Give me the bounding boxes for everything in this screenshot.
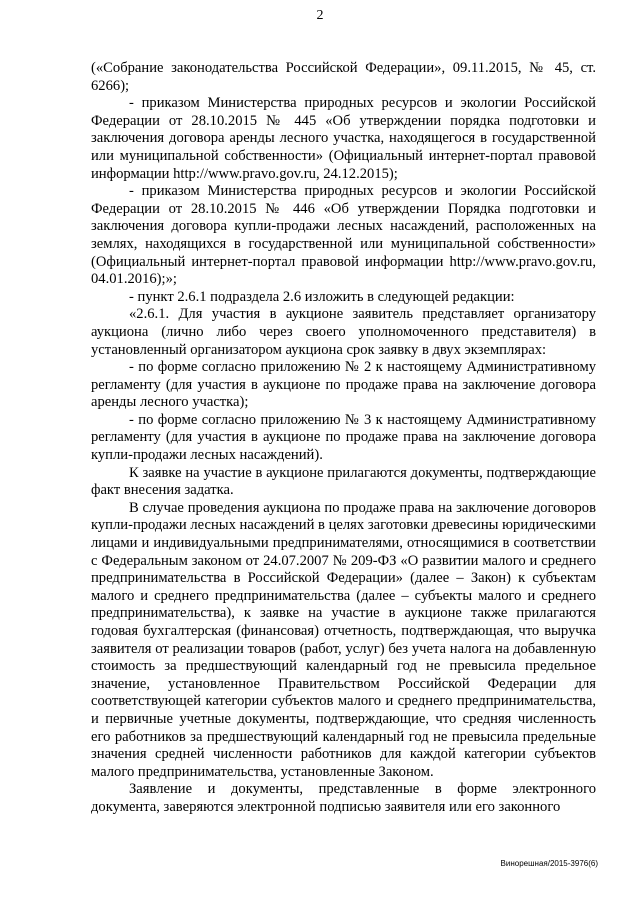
paragraph-5: «2.6.1. Для участия в аукционе заявитель представляет организатору аукциона (лично либо через своего уполномоченного представителя) в установленный организатором аукциона срок заявку в двух экземплярах: (91, 306, 596, 358)
paragraph-2: - приказом Министерства природных ресурсов и экологии Российской Федерации от 28.10.2015 № 445 «Об утверждении порядка подготовки и заключения договора аренды лесного участка, находящегося в государственной или муниципальной собственности» (Официальный интернет-портал правовой информации http://www.pravo.gov.ru, 24.12.2015); (91, 95, 596, 182)
page-number: 2 (316, 8, 324, 23)
paragraph-8: К заявке на участие в аукционе прилагаются документы, подтверждающие факт внесения задатка. (91, 464, 596, 499)
paragraph-4: - пункт 2.6.1 подраздела 2.6 изложить в следующей редакции: (129, 288, 515, 305)
paragraph-7: - по форме согласно приложению № 3 к настоящему Административному регламенту (для участия в аукционе по продаже права на заключение договора купли-продажи лесных насаждений). (91, 411, 596, 464)
paragraph-9: В случае проведения аукциона по продаже права на заключение договоров купли-продажи лесных насаждений в целях заготовки древесины юридическими лицами и индивидуальными предпринимателями, относящимися в соответствии с Федеральным законом от 24.07.2007 № 209-ФЗ «О развитии малого и среднего предпринимательства в Российской Федерации» (далее – Закон) к субъектам малого и среднего предпринимательства (далее – субъекты малого и среднего предпринимательства), к заявке на участие в аукционе также прилагаются годовая бухгалтерская (финансовая) отчетность, подтверждающая, что выручка заявителя от реализации товаров (работ, услуг) без учета налога на добавленную стоимость за предшествующий календарный год не превысила предельное значение, установленное Правительством Российской Федерации для соответствующей категории субъектов малого и среднего предпринимательства, и первичные учетные документы, подтверждающие, что средняя численность его работников за предшествующий календарный год не превысила предельные значения средней численности работников для каждой категории субъектов малого предпринимательства, установленные Законом. (91, 499, 596, 780)
paragraph-10: Заявление и документы, представленные в форме электронного документа, заверяются электронной подписью заявителя или его законного (91, 781, 596, 815)
paragraph-3: - приказом Министерства природных ресурсов и экологии Российской Федерации от 28.10.2015 № 446 «Об утверждении Порядка подготовки и заключения договора купли-продажи лесных насаждений, расположенных на землях, находящихся в государственной или муниципальной собственности» (Официальный интернет-портал правовой информации http://www.pravo.gov.ru, 04.01.2016);»; (91, 183, 596, 288)
document-code: Винорешная/2015-3976(6) (500, 859, 598, 868)
paragraph-6: - по форме согласно приложению № 2 к настоящему Административному регламенту (для участия в аукционе по продаже права на заключение договора аренды лесного участка); (91, 359, 596, 411)
paragraph-1: («Собрание законодательства Российской Федерации», 09.11.2015, № 45, ст. 6266); (91, 60, 596, 94)
document-body (91, 60, 596, 817)
